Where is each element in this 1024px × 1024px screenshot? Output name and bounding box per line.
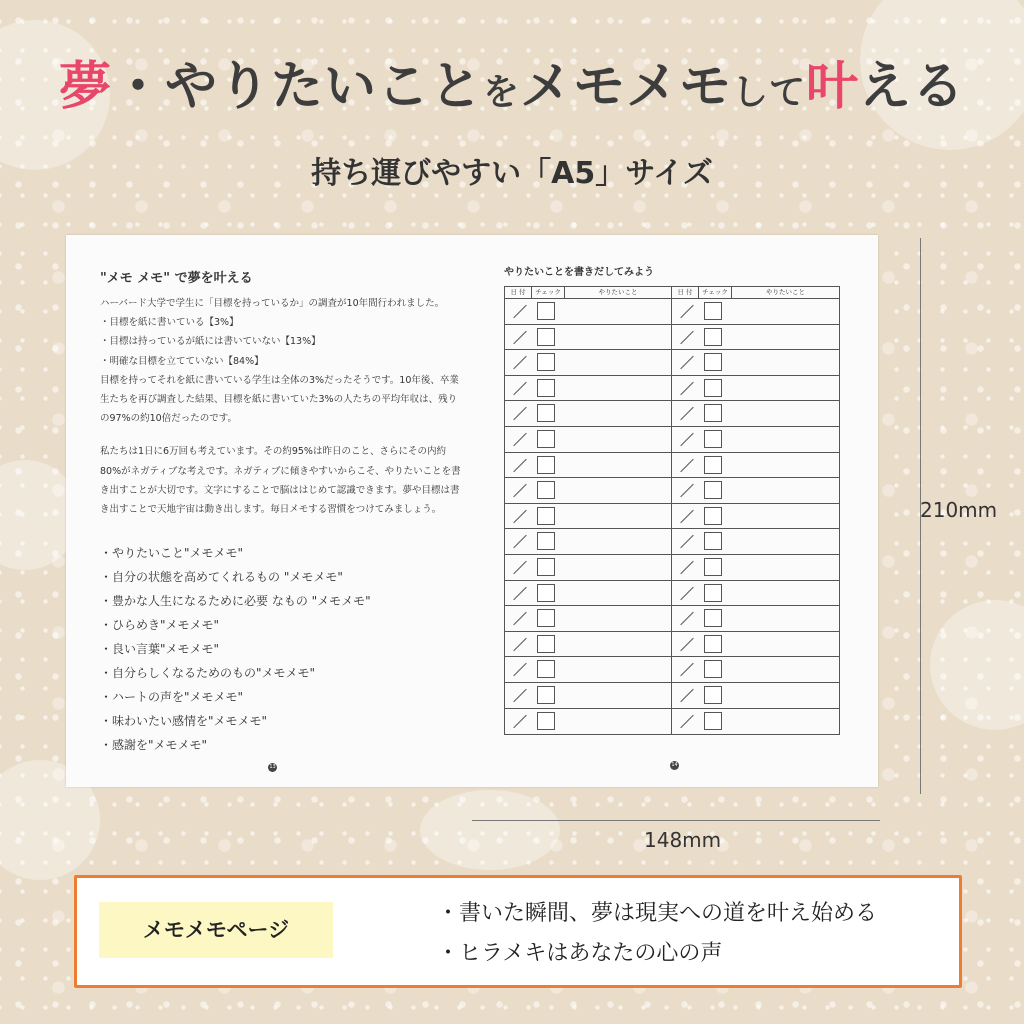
wish-table: [504, 286, 840, 735]
wish-cell: [732, 581, 839, 606]
wish-cell: [565, 529, 671, 554]
paragraph-line: の97%の約10倍だったのです。: [100, 413, 237, 425]
list-item: ・豊かな人生になるために必要 なもの "メモメモ": [100, 594, 371, 609]
list-item: ・自分の状態を高めてくれるもの "メモメモ": [100, 570, 343, 585]
title-particle: して: [732, 72, 807, 113]
page-title: [0, 44, 1024, 119]
paragraph-line: 目標を持ってそれを紙に書いている学生は全体の3%だったそうです。10年後、卒業: [100, 374, 459, 386]
date-slash-cell: [672, 401, 699, 426]
left-page-paragraph-1: [100, 294, 459, 428]
wish-cell: [732, 350, 839, 375]
date-slash-cell: [672, 683, 699, 708]
row-half: [505, 657, 672, 682]
row-half: [505, 401, 672, 426]
wish-cell: [565, 657, 671, 682]
table-row: [505, 453, 839, 479]
wish-cell: [565, 581, 671, 606]
paragraph-line: ハーバード大学で学生に「目標を持っているか」の調査が10年間行われました。: [100, 298, 445, 309]
wish-cell: [732, 299, 839, 324]
col-date-header: 日 付: [672, 287, 699, 298]
width-dimension-label: 148mm: [644, 828, 722, 852]
row-half: [672, 683, 839, 708]
date-slash-cell: [505, 657, 532, 682]
table-row: [505, 632, 839, 658]
list-item: ・やりたいこと"メモメモ": [100, 546, 244, 561]
checkbox-square: [537, 584, 555, 602]
check-cell: [699, 376, 732, 401]
header-half: [672, 287, 839, 298]
checkbox-square: [704, 584, 722, 602]
feature-point: ・ヒラメキはあなたの心の声: [437, 941, 723, 966]
date-slash-cell: [505, 504, 532, 529]
date-slash-cell: [505, 299, 532, 324]
date-slash-cell: [672, 709, 699, 735]
list-item: ・味わいたい感情を"メモメモ": [100, 714, 268, 729]
list-item: ・良い言葉"メモメモ": [100, 642, 220, 657]
paragraph-line: 私たちは1日に6万回も考えています。その約95%は昨日のこと、さらにその内約: [100, 446, 446, 458]
check-cell: [699, 350, 732, 375]
checkbox-square: [704, 532, 722, 550]
date-slash-cell: [672, 453, 699, 478]
row-half: [672, 709, 839, 735]
check-cell: [532, 401, 565, 426]
date-slash-cell: [672, 555, 699, 580]
col-date-header: 日 付: [505, 287, 532, 298]
paragraph-line: 生たちを再び調査した結果、目標を紙に書いていた3%の人たちの平均年収は、残り: [100, 394, 458, 406]
check-cell: [532, 478, 565, 503]
checkbox-square: [537, 686, 555, 704]
wish-cell: [565, 709, 671, 735]
date-slash-cell: [672, 581, 699, 606]
date-slash-cell: [672, 478, 699, 503]
checkbox-square: [704, 660, 722, 678]
check-cell: [532, 529, 565, 554]
date-slash-cell: [672, 529, 699, 554]
checkbox-square: [537, 456, 555, 474]
wish-cell: [732, 709, 839, 735]
row-half: [672, 325, 839, 350]
check-cell: [699, 529, 732, 554]
row-half: [672, 504, 839, 529]
check-cell: [699, 427, 732, 452]
paragraph-line: ・目標を紙に書いている【3%】: [100, 317, 239, 329]
paragraph-gap: [100, 428, 450, 442]
checkbox-square: [537, 430, 555, 448]
wish-cell: [732, 529, 839, 554]
date-slash-cell: [505, 529, 532, 554]
checkbox-square: [537, 379, 555, 397]
checkbox-square: [537, 507, 555, 525]
wish-cell: [732, 683, 839, 708]
row-half: [672, 555, 839, 580]
paragraph-line: ・目標は持っているが紙には書いていない【13%】: [100, 336, 321, 348]
row-half: [672, 657, 839, 682]
row-half: [505, 529, 672, 554]
date-slash-cell: [672, 427, 699, 452]
date-slash-cell: [505, 709, 532, 735]
row-half: [672, 478, 839, 503]
row-half: [505, 453, 672, 478]
checkbox-square: [704, 712, 722, 730]
row-half: [672, 299, 839, 324]
check-cell: [532, 299, 565, 324]
checkbox-square: [704, 686, 722, 704]
checkbox-square: [704, 507, 722, 525]
check-cell: [699, 325, 732, 350]
checkbox-square: [537, 660, 555, 678]
list-item: ・ひらめき"メモメモ": [100, 618, 220, 633]
title-accent-dream: 夢: [58, 57, 112, 117]
row-half: [672, 401, 839, 426]
wish-cell: [732, 657, 839, 682]
check-cell: [699, 632, 732, 657]
checkbox-square: [704, 456, 722, 474]
table-row: [505, 529, 839, 555]
checkbox-square: [704, 558, 722, 576]
wish-table-body: [505, 299, 839, 734]
title-part: える: [859, 57, 966, 117]
checkbox-square: [704, 430, 722, 448]
row-half: [672, 350, 839, 375]
checkbox-square: [537, 558, 555, 576]
wish-cell: [732, 401, 839, 426]
check-cell: [532, 683, 565, 708]
date-slash-cell: [672, 504, 699, 529]
check-cell: [532, 606, 565, 631]
row-half: [672, 453, 839, 478]
checkbox-square: [537, 328, 555, 346]
right-page-number: 14: [671, 762, 678, 768]
date-slash-cell: [672, 657, 699, 682]
row-half: [505, 683, 672, 708]
table-row: [505, 478, 839, 504]
check-cell: [532, 376, 565, 401]
table-row: [505, 683, 839, 709]
date-slash-cell: [505, 606, 532, 631]
wish-table-header: [505, 287, 839, 299]
check-cell: [699, 606, 732, 631]
row-half: [505, 581, 672, 606]
check-cell: [699, 453, 732, 478]
height-dimension-label: 210mm: [920, 498, 998, 522]
check-cell: [699, 657, 732, 682]
right-page: [504, 263, 840, 735]
left-page: [100, 267, 461, 757]
left-page-number: 13: [269, 764, 276, 770]
title-accent-fulfill: 叶: [806, 57, 860, 117]
list-item: ・ハートの声を"メモメモ": [100, 690, 244, 705]
col-wish-header: やりたいこと: [598, 288, 638, 296]
col-check-header: チェック: [699, 287, 732, 298]
checkbox-square: [537, 481, 555, 499]
check-cell: [532, 632, 565, 657]
date-slash-cell: [672, 299, 699, 324]
checkbox-square: [537, 302, 555, 320]
check-cell: [699, 401, 732, 426]
checkbox-square: [704, 353, 722, 371]
check-cell: [699, 299, 732, 324]
date-slash-cell: [505, 581, 532, 606]
check-cell: [532, 453, 565, 478]
wish-cell: [565, 555, 671, 580]
wish-cell: [565, 606, 671, 631]
row-half: [505, 504, 672, 529]
date-slash-cell: [505, 401, 532, 426]
row-half: [672, 427, 839, 452]
checkbox-square: [704, 302, 722, 320]
check-cell: [699, 683, 732, 708]
wish-cell: [732, 504, 839, 529]
page-subtitle: 持ち運びやすい「A5」サイズ: [311, 156, 713, 191]
row-half: [672, 529, 839, 554]
right-page-heading: やりたいことを書きだしてみよう: [504, 267, 654, 278]
wish-cell: [565, 504, 671, 529]
table-row: [505, 376, 839, 402]
date-slash-cell: [672, 632, 699, 657]
wish-cell: [732, 555, 839, 580]
checkbox-square: [537, 532, 555, 550]
table-row: [505, 401, 839, 427]
left-page-paragraph-2: [100, 442, 461, 519]
check-cell: [532, 504, 565, 529]
wish-cell: [732, 453, 839, 478]
left-page-heading: "メモ メモ" で夢を叶える: [100, 271, 253, 286]
date-slash-cell: [672, 350, 699, 375]
date-slash-cell: [672, 606, 699, 631]
table-row: [505, 581, 839, 607]
check-cell: [699, 555, 732, 580]
col-wish-header: やりたいこと: [766, 288, 805, 296]
date-slash-cell: [505, 427, 532, 452]
check-cell: [699, 581, 732, 606]
width-dimension-line: [472, 820, 880, 821]
left-page-list: [100, 541, 450, 757]
paragraph-line: き出すことで天地宇宙は動き出します。毎日メモする習慣をつけてみましょう。: [100, 504, 442, 516]
wish-cell: [565, 453, 671, 478]
list-item: ・自分らしくなるためのもの"メモメモ": [100, 666, 316, 681]
feature-point: ・書いた瞬間、夢は現実への道を叶え始める: [437, 901, 878, 926]
checkbox-square: [537, 712, 555, 730]
feature-points: [437, 894, 877, 974]
background-bubble: [930, 600, 1024, 730]
check-cell: [699, 478, 732, 503]
title-particle: を: [482, 72, 520, 113]
row-half: [672, 606, 839, 631]
row-half: [505, 555, 672, 580]
wish-cell: [565, 299, 671, 324]
paragraph-line: 80%がネガティブな考えです。ネガティブに傾きやすいからこそ、やりたいことを書: [100, 465, 461, 477]
check-cell: [532, 427, 565, 452]
checkbox-square: [537, 609, 555, 627]
row-half: [672, 632, 839, 657]
row-half: [505, 606, 672, 631]
row-half: [505, 350, 672, 375]
wish-cell: [732, 427, 839, 452]
row-half: [505, 709, 672, 735]
checkbox-square: [537, 404, 555, 422]
background-bubble: [420, 790, 560, 870]
check-cell: [532, 325, 565, 350]
wish-cell: [732, 632, 839, 657]
wish-cell: [565, 350, 671, 375]
checkbox-square: [704, 635, 722, 653]
table-row: [505, 299, 839, 325]
row-half: [505, 325, 672, 350]
check-cell: [532, 709, 565, 735]
col-check-header: チェック: [532, 287, 565, 298]
wish-cell: [565, 325, 671, 350]
row-half: [505, 632, 672, 657]
date-slash-cell: [672, 376, 699, 401]
table-row: [505, 504, 839, 530]
wish-cell: [565, 376, 671, 401]
paragraph-line: き出すことが大切です。文字にすることで脳ははじめて認識できます。夢や目標は書: [100, 484, 460, 496]
row-half: [672, 376, 839, 401]
checkbox-square: [704, 379, 722, 397]
checkbox-square: [537, 635, 555, 653]
notebook-spread: [66, 235, 878, 787]
wish-cell: [565, 632, 671, 657]
wish-cell: [565, 401, 671, 426]
list-item: ・感謝を"メモメモ": [100, 738, 208, 753]
row-half: [505, 299, 672, 324]
paragraph-line: ・明確な目標を立てていない【84%】: [100, 355, 264, 367]
title-part: メモメモ: [519, 57, 732, 117]
checkbox-square: [537, 353, 555, 371]
wish-cell: [732, 376, 839, 401]
check-cell: [532, 350, 565, 375]
date-slash-cell: [505, 478, 532, 503]
date-slash-cell: [505, 453, 532, 478]
row-half: [505, 376, 672, 401]
date-slash-cell: [505, 632, 532, 657]
wish-cell: [732, 325, 839, 350]
date-slash-cell: [505, 350, 532, 375]
check-cell: [532, 555, 565, 580]
feature-label: メモメモページ: [99, 902, 333, 958]
checkbox-square: [704, 481, 722, 499]
table-row: [505, 427, 839, 453]
check-cell: [699, 709, 732, 735]
check-cell: [532, 657, 565, 682]
header-half: [505, 287, 672, 298]
date-slash-cell: [505, 683, 532, 708]
title-part: ・やりたいこと: [111, 57, 483, 117]
feature-box: [74, 875, 962, 988]
check-cell: [699, 504, 732, 529]
table-row: [505, 350, 839, 376]
wish-cell: [732, 478, 839, 503]
wish-cell: [565, 478, 671, 503]
row-half: [505, 427, 672, 452]
table-row: [505, 555, 839, 581]
table-row: [505, 325, 839, 351]
date-slash-cell: [505, 376, 532, 401]
checkbox-square: [704, 404, 722, 422]
table-row: [505, 606, 839, 632]
date-slash-cell: [505, 325, 532, 350]
wish-cell: [565, 427, 671, 452]
table-row: [505, 709, 839, 735]
date-slash-cell: [505, 555, 532, 580]
wish-cell: [565, 683, 671, 708]
row-half: [505, 478, 672, 503]
check-cell: [532, 581, 565, 606]
row-half: [672, 581, 839, 606]
table-row: [505, 657, 839, 683]
wish-cell: [732, 606, 839, 631]
date-slash-cell: [672, 325, 699, 350]
checkbox-square: [704, 609, 722, 627]
checkbox-square: [704, 328, 722, 346]
